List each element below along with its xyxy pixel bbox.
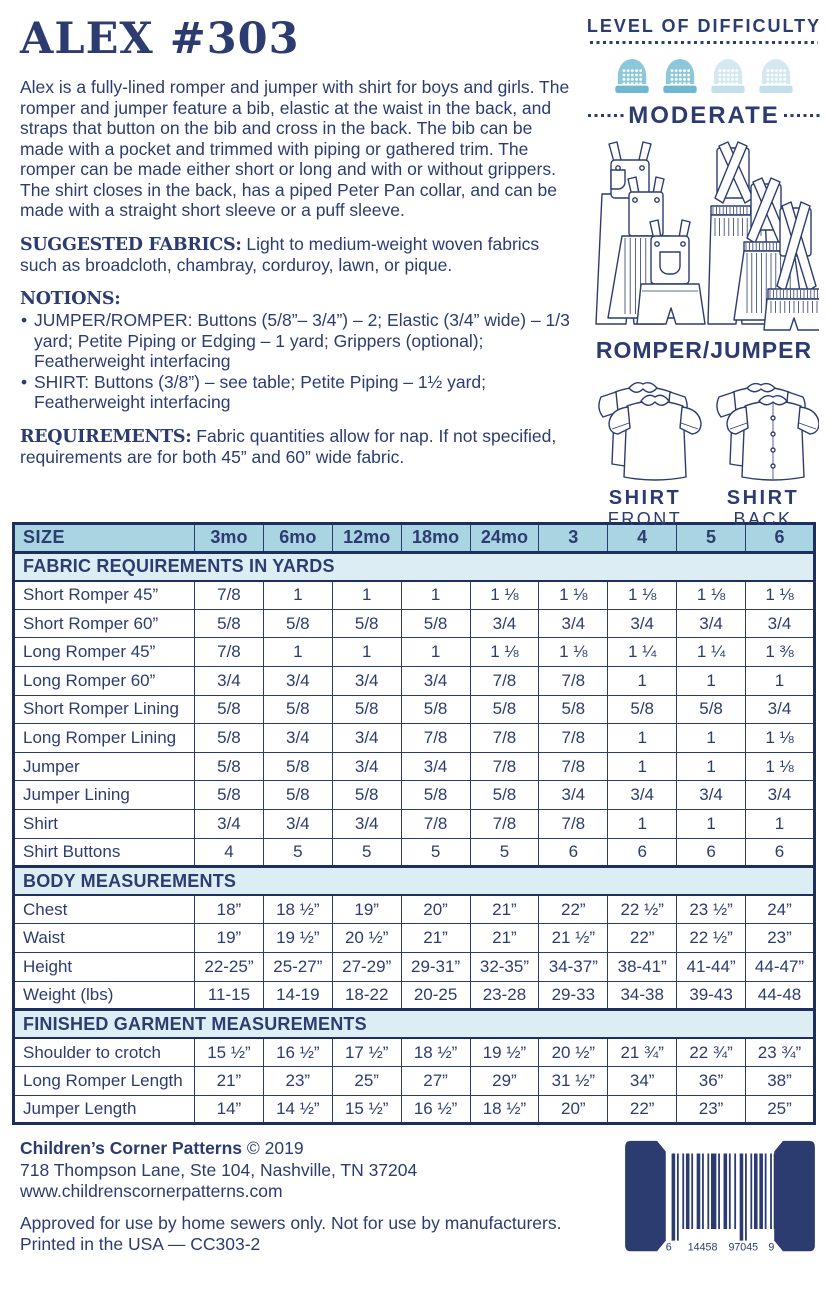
table-row — [14, 1095, 815, 1124]
top-section — [0, 0, 828, 529]
table-cell: 3/4 — [746, 781, 815, 810]
table-cell: 22 ½” — [608, 895, 677, 924]
section-heading: FABRIC REQUIREMENTS IN YARDS — [14, 552, 815, 581]
barcode-digit: 9 — [768, 1241, 775, 1254]
table-cell: 5/8 — [470, 781, 539, 810]
table-cell: 21” — [470, 924, 539, 953]
table-cell: 17 ½” — [332, 1038, 401, 1067]
table-cell: 16 ½” — [401, 1095, 470, 1124]
table-cell: 5/8 — [263, 752, 332, 781]
row-label: Jumper — [14, 752, 195, 781]
table-cell: 5/8 — [677, 695, 746, 724]
shirt-labels — [586, 488, 822, 530]
table-cell: 19” — [332, 895, 401, 924]
romper-jumper-label: ROMPER/JUMPER — [595, 336, 813, 363]
table-row — [14, 666, 815, 695]
table-cell: 5/8 — [401, 781, 470, 810]
table-cell: 1 ⅛ — [746, 581, 815, 610]
row-label: Jumper Lining — [14, 781, 195, 810]
table-cell: 41-44” — [677, 952, 746, 981]
table-cell: 36” — [677, 1067, 746, 1096]
table-cell: 15 ½” — [332, 1095, 401, 1124]
table-cell: 7/8 — [195, 581, 264, 610]
table-cell: 5 — [332, 838, 401, 867]
table-cell: 19” — [195, 924, 264, 953]
row-label: Shirt Buttons — [14, 838, 195, 867]
table-row — [14, 838, 815, 867]
size-column-header: 18mo — [401, 524, 470, 553]
table-cell: 1 — [401, 638, 470, 667]
table-row — [14, 1038, 815, 1067]
difficulty-heading: LEVEL OF DIFFICULTY — [586, 16, 822, 36]
difficulty-level-label: MODERATE — [628, 101, 780, 129]
row-label: Long Romper Lining — [14, 724, 195, 753]
table-cell: 6 — [746, 838, 815, 867]
romper-back-views — [708, 142, 819, 330]
table-cell: 18-22 — [332, 981, 401, 1010]
table-cell: 18 ½” — [401, 1038, 470, 1067]
table-cell: 44-47” — [746, 952, 815, 981]
publisher-info — [20, 1138, 561, 1256]
table-cell: 5/8 — [401, 695, 470, 724]
table-cell: 18 ½” — [263, 895, 332, 924]
table-cell: 11-15 — [195, 981, 264, 1010]
table-cell: 3/4 — [332, 666, 401, 695]
table-cell: 7/8 — [470, 666, 539, 695]
table-cell: 3/4 — [263, 666, 332, 695]
footer — [0, 1125, 828, 1260]
table-cell: 1 ¼ — [677, 638, 746, 667]
table-cell: 3/4 — [332, 752, 401, 781]
table-cell: 18” — [195, 895, 264, 924]
row-label: Waist — [14, 924, 195, 953]
barcode-digit: 6 — [665, 1241, 672, 1254]
table-cell: 34-37” — [539, 952, 608, 981]
table-cell: 7/8 — [470, 724, 539, 753]
table-cell: 5/8 — [195, 724, 264, 753]
table-cell: 14-19 — [263, 981, 332, 1010]
table-row — [14, 609, 815, 638]
table-cell: 29-31” — [401, 952, 470, 981]
table-cell: 27-29” — [332, 952, 401, 981]
table-cell: 18 ½” — [470, 1095, 539, 1124]
table-cell: 14 ½” — [263, 1095, 332, 1124]
thimble-icon — [660, 53, 700, 95]
shirt-front-view — [599, 382, 701, 479]
table-cell: 6 — [539, 838, 608, 867]
table-cell: 1 ⅛ — [539, 581, 608, 610]
size-column-header: 3mo — [195, 524, 264, 553]
size-column-header: 24mo — [470, 524, 539, 553]
table-cell: 5/8 — [332, 781, 401, 810]
brand-name: Children’s Corner Patterns — [20, 1138, 243, 1159]
table-cell: 4 — [195, 838, 264, 867]
table-row — [14, 895, 815, 924]
romper-jumper-illustration — [589, 134, 819, 334]
row-label: Height — [14, 952, 195, 981]
table-cell: 21” — [195, 1067, 264, 1096]
table-cell: 27” — [401, 1067, 470, 1096]
table-cell: 7/8 — [195, 638, 264, 667]
table-cell: 1 — [677, 666, 746, 695]
table-cell: 7/8 — [401, 809, 470, 838]
table-row — [14, 924, 815, 953]
copyright: © 2019 — [246, 1138, 304, 1159]
notions-label: NOTIONS: — [20, 288, 121, 309]
table-cell: 3/4 — [746, 609, 815, 638]
spool-barcode — [622, 1138, 818, 1260]
thimble-icon — [756, 53, 796, 95]
table-cell: 3/4 — [401, 752, 470, 781]
table-cell: 39-43 — [677, 981, 746, 1010]
section-heading: FINISHED GARMENT MEASUREMENTS — [14, 1010, 815, 1039]
table-cell: 21 ½” — [539, 924, 608, 953]
table-cell: 24” — [746, 895, 815, 924]
table-cell: 1 — [332, 638, 401, 667]
table-cell: 23” — [263, 1067, 332, 1096]
table-cell: 6 — [677, 838, 746, 867]
table-cell: 22 ½” — [677, 924, 746, 953]
table-cell: 25-27” — [263, 952, 332, 981]
table-cell: 5/8 — [195, 781, 264, 810]
table-cell: 19 ½” — [263, 924, 332, 953]
barcode-digit: 97045 — [728, 1241, 759, 1254]
table-cell: 32-35” — [470, 952, 539, 981]
table-cell: 7/8 — [401, 724, 470, 753]
brand-line — [20, 1138, 561, 1160]
table-cell: 1 ⅜ — [746, 638, 815, 667]
approved-note: Approved for use by home sewers only. Not for use by manufacturers. — [20, 1212, 562, 1233]
table-row — [14, 724, 815, 753]
requirements-label: REQUIREMENTS: — [20, 426, 192, 447]
table-cell: 3/4 — [539, 609, 608, 638]
table-cell: 29” — [470, 1067, 539, 1096]
table-row — [14, 809, 815, 838]
table-cell: 23” — [746, 924, 815, 953]
table-cell: 20 ½” — [332, 924, 401, 953]
size-column-header: 3 — [539, 524, 608, 553]
table-cell: 1 — [608, 724, 677, 753]
table-cell: 1 — [746, 666, 815, 695]
table-cell: 7/8 — [539, 809, 608, 838]
section-heading: BODY MEASUREMENTS — [14, 867, 815, 896]
table-cell: 22” — [608, 1095, 677, 1124]
size-table — [12, 522, 816, 1125]
row-label: Long Romper 60” — [14, 666, 195, 695]
table-row — [14, 752, 815, 781]
dash-segment — [588, 114, 624, 117]
table-row — [14, 781, 815, 810]
table-cell: 19 ½” — [470, 1038, 539, 1067]
suggested-fabrics-text: Light to medium-weight woven fabrics such as broadcloth, chambray, corduroy, lawn, or pique. — [20, 233, 540, 275]
table-row — [14, 1067, 815, 1096]
table-cell: 3/4 — [332, 809, 401, 838]
table-cell: 5/8 — [195, 695, 264, 724]
table-cell: 1 — [332, 581, 401, 610]
row-label: Long Romper 45” — [14, 638, 195, 667]
row-label: Short Romper 60” — [14, 609, 195, 638]
dash-segment — [784, 114, 820, 117]
table-cell: 1 ⅛ — [677, 581, 746, 610]
size-column-header: 12mo — [332, 524, 401, 553]
table-cell: 20” — [401, 895, 470, 924]
thimbles — [586, 53, 822, 95]
table-cell: 3/4 — [608, 781, 677, 810]
suggested-fabrics — [20, 234, 578, 276]
table-cell: 5/8 — [195, 752, 264, 781]
table-cell: 1 — [608, 666, 677, 695]
table-cell: 5/8 — [195, 609, 264, 638]
size-column-header: 5 — [677, 524, 746, 553]
table-cell: 1 — [746, 809, 815, 838]
table-cell: 1 — [263, 581, 332, 610]
table-row — [14, 581, 815, 610]
table-cell: 1 — [608, 809, 677, 838]
shirt-illustration — [589, 372, 819, 486]
printed-note: Printed in the USA — CC303-2 — [20, 1234, 261, 1255]
table-cell: 25” — [746, 1095, 815, 1124]
table-cell: 7/8 — [539, 752, 608, 781]
row-label: Jumper Length — [14, 1095, 195, 1124]
table-cell: 1 — [677, 724, 746, 753]
suggested-fabrics-label: SUGGESTED FABRICS: — [20, 234, 242, 255]
table-cell: 34-38 — [608, 981, 677, 1010]
table-cell: 14” — [195, 1095, 264, 1124]
table-cell: 5 — [470, 838, 539, 867]
address: 718 Thompson Lane, Ste 104, Nashville, TN 37204 — [20, 1159, 418, 1180]
table-cell: 7/8 — [539, 724, 608, 753]
row-label: Shirt — [14, 809, 195, 838]
table-cell: 3/4 — [677, 781, 746, 810]
table-cell: 3/4 — [470, 609, 539, 638]
table-cell: 5/8 — [539, 695, 608, 724]
shirt-back-label: SHIRT BACK — [726, 486, 800, 529]
row-label: Short Romper Lining — [14, 695, 195, 724]
table-cell: 5/8 — [263, 695, 332, 724]
table-cell: 16 ½” — [263, 1038, 332, 1067]
table-cell: 5/8 — [470, 695, 539, 724]
shirt-back-view — [717, 383, 819, 479]
thimble-icon — [612, 53, 652, 95]
table-cell: 22-25” — [195, 952, 264, 981]
table-cell: 5/8 — [332, 695, 401, 724]
website-url: www.childrenscornerpatterns.com — [20, 1181, 283, 1202]
table-cell: 15 ½” — [195, 1038, 264, 1067]
table-cell: 23 ½” — [677, 895, 746, 924]
difficulty-level — [588, 102, 820, 130]
row-label: Long Romper Length — [14, 1067, 195, 1096]
table-cell: 5/8 — [263, 609, 332, 638]
table-cell: 34” — [608, 1067, 677, 1096]
notions-item-shirt: • SHIRT: Buttons (3/8”) – see table; Petite Piping – 1½ yard; Featherweight interfacing — [20, 372, 578, 413]
table-cell: 1 — [401, 581, 470, 610]
table-cell: 21” — [401, 924, 470, 953]
description: Alex is a fully-lined romper and jumper with shirt for boys and girls. The romper and jumper feature a bib, elastic at the waist in the back, and straps that button on the bib and cross in the back. The bib can be made with a pocket and trimmed with piping or gathered trim. The romper can be made either short or long and with or without grippers. The shirt closes in the back, has a piped Peter Pan collar, and can be made with a straight short sleeve or a puff sleeve. — [20, 77, 570, 220]
romper-front-views — [596, 142, 705, 324]
table-cell: 1 ⅛ — [539, 638, 608, 667]
table-cell: 1 ⅛ — [746, 752, 815, 781]
table-cell: 3/4 — [332, 724, 401, 753]
table-cell: 1 — [677, 752, 746, 781]
table-cell: 22” — [539, 895, 608, 924]
table-row — [14, 981, 815, 1010]
table-row — [14, 695, 815, 724]
size-column-header: 4 — [608, 524, 677, 553]
table-cell: 29-33 — [539, 981, 608, 1010]
table-cell: 3/4 — [746, 695, 815, 724]
table-cell: 5/8 — [401, 609, 470, 638]
table-cell: 1 — [677, 809, 746, 838]
table-cell: 7/8 — [539, 666, 608, 695]
table-cell: 1 — [263, 638, 332, 667]
notions-item-romper: • JUMPER/ROMPER: Buttons (5/8”– 3/4”) – 2; Elastic (3/4” wide) – 1/3 yard; Petite Piping or Edging – 1 yard; Grippers (optional); Featherweight interfacing — [20, 310, 578, 372]
row-label: Shoulder to crotch — [14, 1038, 195, 1067]
table-row — [14, 952, 815, 981]
dashed-divider — [590, 41, 818, 44]
table-cell: 7/8 — [470, 809, 539, 838]
table-cell: 21 ¾” — [608, 1038, 677, 1067]
table-cell: 20-25 — [401, 981, 470, 1010]
row-label: Short Romper 45” — [14, 581, 195, 610]
table-cell: 20 ½” — [539, 1038, 608, 1067]
table-cell: 5 — [263, 838, 332, 867]
table-cell: 23” — [677, 1095, 746, 1124]
table-cell: 3/4 — [195, 666, 264, 695]
table-cell: 5/8 — [608, 695, 677, 724]
table-cell: 3/4 — [195, 809, 264, 838]
table-row — [14, 638, 815, 667]
table-cell: 1 ⅛ — [608, 581, 677, 610]
row-label: Weight (lbs) — [14, 981, 195, 1010]
shirt-front-label: SHIRT FRONT — [607, 486, 683, 529]
requirements — [20, 426, 578, 468]
table-cell: 5 — [401, 838, 470, 867]
table-cell: 3/4 — [608, 609, 677, 638]
notions — [20, 289, 578, 413]
page-title: ALEX #303 — [20, 14, 300, 64]
row-label: Chest — [14, 895, 195, 924]
table-cell: 1 ⅛ — [746, 724, 815, 753]
size-header: SIZE — [14, 524, 195, 553]
thimble-icon — [708, 53, 748, 95]
size-column-header: 6mo — [263, 524, 332, 553]
table-cell: 3/4 — [401, 666, 470, 695]
table-cell: 31 ½” — [539, 1067, 608, 1096]
requirements-text: Fabric quantities allow for nap. If not specified, requirements are for both 45” and 60” wide fabric. — [20, 425, 557, 467]
table-cell: 23 ¾” — [746, 1038, 815, 1067]
notions-list — [20, 310, 578, 413]
table-cell: 5/8 — [332, 609, 401, 638]
table-cell: 1 ¼ — [608, 638, 677, 667]
table-cell: 3/4 — [263, 809, 332, 838]
size-table-body — [14, 524, 815, 1124]
table-cell: 21” — [470, 895, 539, 924]
table-cell: 22 ¾” — [677, 1038, 746, 1067]
right-column — [586, 8, 822, 529]
table-cell: 25” — [332, 1067, 401, 1096]
table-cell: 5/8 — [263, 781, 332, 810]
table-cell: 44-48 — [746, 981, 815, 1010]
table-cell: 3/4 — [539, 781, 608, 810]
left-column — [20, 8, 586, 522]
table-cell: 1 ⅛ — [470, 581, 539, 610]
table-cell: 38-41” — [608, 952, 677, 981]
table-cell: 6 — [608, 838, 677, 867]
table-cell: 20” — [539, 1095, 608, 1124]
table-cell: 1 — [608, 752, 677, 781]
barcode-digit: 14458 — [687, 1241, 718, 1254]
table-cell: 38” — [746, 1067, 815, 1096]
table-cell: 22” — [608, 924, 677, 953]
size-column-header: 6 — [746, 524, 815, 553]
table-cell: 1 ⅛ — [470, 638, 539, 667]
table-cell: 7/8 — [470, 752, 539, 781]
table-cell: 3/4 — [263, 724, 332, 753]
table-cell: 23-28 — [470, 981, 539, 1010]
table-cell: 3/4 — [677, 609, 746, 638]
